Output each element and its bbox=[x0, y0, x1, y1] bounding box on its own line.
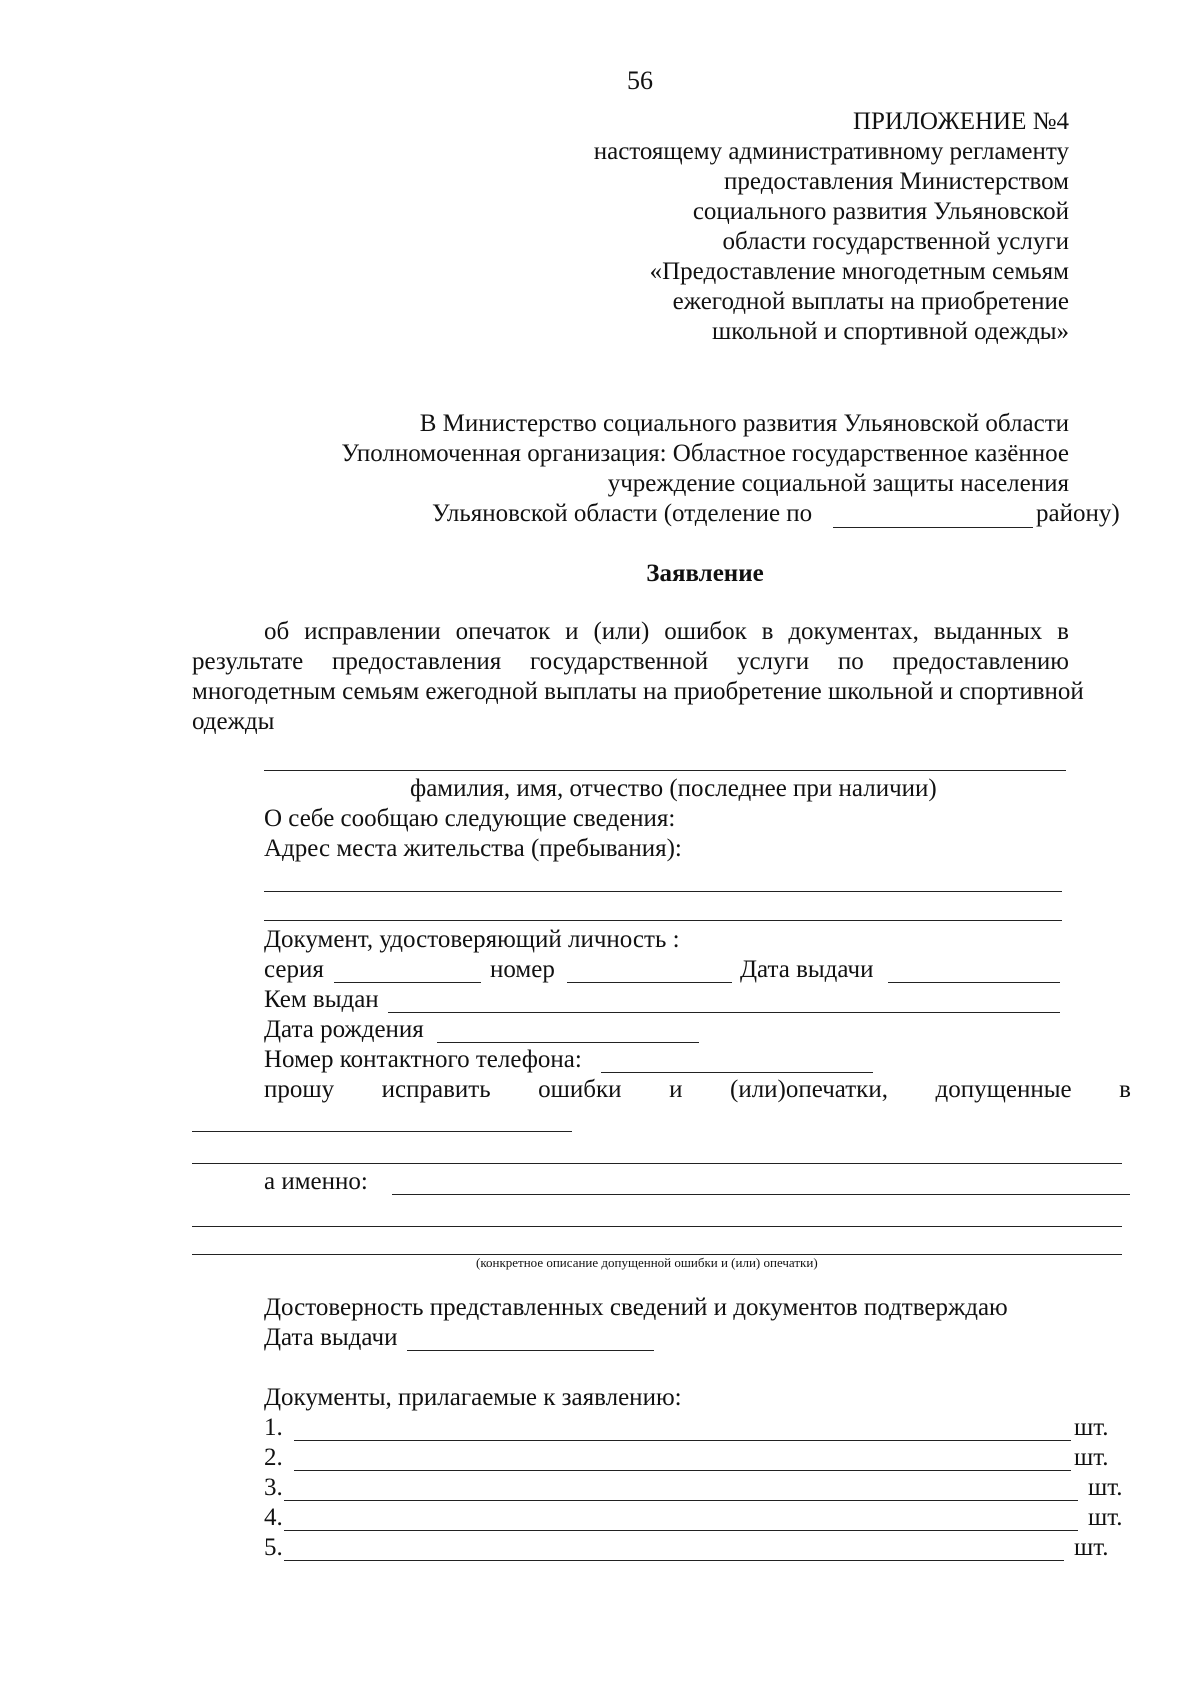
intro-word: исправлении bbox=[304, 618, 441, 645]
attachment-number: 1. bbox=[264, 1414, 283, 1441]
attachment-number: 2. bbox=[264, 1444, 283, 1471]
addressee-institution: учреждение социальной защиты населения bbox=[607, 470, 1069, 497]
birth-date-label: Дата рождения bbox=[264, 1016, 424, 1043]
attachment-unit: шт. bbox=[1074, 1414, 1109, 1441]
series-label: серия bbox=[264, 956, 324, 983]
intro-word: государственной bbox=[530, 648, 709, 675]
intro-word: предоставления bbox=[332, 648, 502, 675]
intro-word: и bbox=[565, 618, 579, 645]
intro-word: в bbox=[1057, 618, 1069, 645]
intro-word: (или) bbox=[593, 618, 650, 645]
intro-word: предоставлению bbox=[892, 648, 1069, 675]
issue-date-label: Дата выдачи bbox=[740, 956, 874, 983]
attachment-blank-line[interactable] bbox=[284, 1530, 1078, 1531]
issued-by-blank-line[interactable] bbox=[388, 1012, 1060, 1013]
namely-label: а именно: bbox=[264, 1168, 368, 1195]
fio-caption: фамилия, имя, отчество (последнее при наличии) bbox=[410, 775, 937, 802]
phone-blank-line[interactable] bbox=[601, 1072, 873, 1073]
date-label: Дата выдачи bbox=[264, 1324, 398, 1351]
district-blank-line[interactable] bbox=[833, 527, 1033, 528]
document-heading: Заявление bbox=[646, 560, 764, 587]
number-label: номер bbox=[490, 956, 555, 983]
series-blank-line[interactable] bbox=[334, 982, 481, 983]
about-self-label: О себе сообщаю следующие сведения: bbox=[264, 805, 676, 832]
confirm-text: Достоверность представленных сведений и документов подтверждаю bbox=[264, 1294, 1008, 1321]
fio-blank-line[interactable] bbox=[264, 770, 1066, 771]
addressee-organization: Уполномоченная организация: Областное государственное казённое bbox=[341, 440, 1069, 467]
intro-line-4: одежды bbox=[192, 708, 275, 735]
intro-word: услуги bbox=[736, 648, 810, 675]
namely-blank-line[interactable] bbox=[392, 1194, 1130, 1195]
intro-word: ошибок bbox=[664, 618, 747, 645]
number-blank-line[interactable] bbox=[567, 982, 732, 983]
attachment-blank-line[interactable] bbox=[284, 1500, 1078, 1501]
appendix-line: настоящему административному регламенту bbox=[593, 138, 1069, 165]
appendix-line: социального развития Ульяновской bbox=[692, 198, 1069, 225]
page-number: 56 bbox=[627, 66, 653, 95]
intro-word: выданных bbox=[933, 618, 1043, 645]
address-label: Адрес места жительства (пребывания): bbox=[264, 835, 682, 862]
intro-word: результате bbox=[192, 648, 304, 675]
intro-word: по bbox=[837, 648, 864, 675]
issued-by-label: Кем выдан bbox=[264, 986, 379, 1013]
attachment-number: 4. bbox=[264, 1504, 283, 1531]
addressee-ministry: В Министерство социального развития Ульяновской области bbox=[419, 410, 1069, 437]
request-word: и bbox=[669, 1076, 683, 1103]
appendix-title: ПРИЛОЖЕНИЕ №4 bbox=[852, 108, 1069, 135]
appendix-line: школьной и спортивной одежды» bbox=[712, 318, 1069, 345]
request-word: исправить bbox=[381, 1076, 491, 1103]
attachment-unit: шт. bbox=[1074, 1534, 1109, 1561]
request-line bbox=[264, 1075, 1131, 1105]
appendix-line: области государственной услуги bbox=[722, 228, 1069, 255]
document-name-blank-line-1[interactable] bbox=[192, 1131, 572, 1132]
issue-date-blank-line[interactable] bbox=[888, 982, 1060, 983]
request-word: (или)опечатки, bbox=[730, 1076, 888, 1103]
document-name-blank-line-2[interactable] bbox=[192, 1163, 1122, 1164]
birth-date-blank-line[interactable] bbox=[437, 1042, 699, 1043]
request-word: прошу bbox=[264, 1076, 335, 1103]
attachment-number: 5. bbox=[264, 1534, 283, 1561]
request-word: в bbox=[1119, 1076, 1131, 1103]
intro-word: в bbox=[761, 618, 774, 645]
id-document-label: Документ, удостоверяющий личность : bbox=[264, 926, 680, 953]
attachment-unit: шт. bbox=[1088, 1474, 1123, 1501]
intro-line-2 bbox=[192, 647, 1069, 677]
request-word: ошибки bbox=[538, 1076, 622, 1103]
appendix-line: ежегодной выплаты на приобретение bbox=[672, 288, 1069, 315]
address-blank-line-1[interactable] bbox=[264, 891, 1062, 892]
phone-label: Номер контактного телефона: bbox=[264, 1046, 582, 1073]
intro-line-1 bbox=[264, 617, 1069, 647]
attachment-unit: шт. bbox=[1088, 1504, 1123, 1531]
attachment-number: 3. bbox=[264, 1474, 283, 1501]
attachment-blank-line[interactable] bbox=[294, 1470, 1071, 1471]
date-blank-line[interactable] bbox=[407, 1350, 654, 1351]
attachments-label: Документы, прилагаемые к заявлению: bbox=[264, 1384, 682, 1411]
address-blank-line-2[interactable] bbox=[264, 920, 1062, 921]
intro-word: опечаток bbox=[455, 618, 551, 645]
intro-word: документах, bbox=[788, 618, 919, 645]
attachment-blank-line[interactable] bbox=[294, 1440, 1071, 1441]
error-description-caption: (конкретное описание допущенной ошибки и (или) опечатки) bbox=[476, 1255, 818, 1270]
attachment-blank-line[interactable] bbox=[284, 1560, 1064, 1561]
intro-word: об bbox=[264, 618, 290, 645]
request-word: допущенные bbox=[935, 1076, 1072, 1103]
error-description-blank-line-1[interactable] bbox=[192, 1226, 1122, 1227]
intro-line-3: многодетным семьям ежегодной выплаты на приобретение школьной и спортивной bbox=[192, 678, 1084, 705]
addressee-region-suffix: району) bbox=[1036, 500, 1120, 527]
addressee-region-prefix: Ульяновской области (отделение по bbox=[432, 500, 813, 527]
attachment-unit: шт. bbox=[1074, 1444, 1109, 1471]
appendix-line: «Предоставление многодетным семьям bbox=[649, 258, 1069, 285]
appendix-line: предоставления Министерством bbox=[724, 168, 1069, 195]
